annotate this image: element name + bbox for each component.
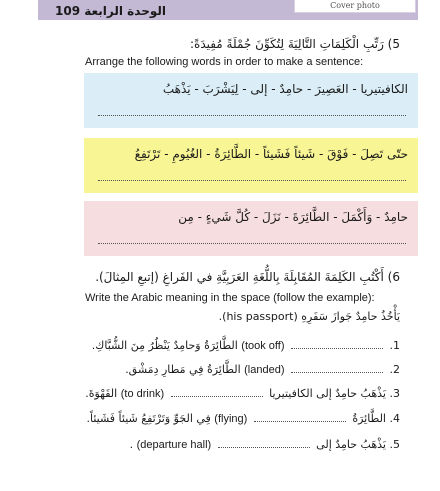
answer-blank[interactable] — [254, 413, 346, 422]
item-text-before: يَذْهَبُ حامِدٌ إلى — [316, 438, 386, 451]
english-hint: (landed) — [244, 364, 285, 376]
item-number: 3. — [389, 387, 400, 400]
item-text-after: . — [129, 438, 134, 451]
q5-instructions-english: Arrange the following words in order to make a sentence: — [85, 56, 364, 68]
answer-blank[interactable] — [171, 388, 263, 397]
item-text-before: يَذْهَبُ حامِدٌ إلى الكافيتيريا — [269, 387, 386, 400]
answer-blank[interactable] — [291, 340, 383, 349]
sentence-box-3 — [84, 201, 418, 256]
english-hint: (flying) — [214, 413, 248, 425]
item-number: 4. — [389, 412, 400, 425]
answer-blank[interactable] — [218, 439, 310, 448]
item-number: 2. — [389, 363, 400, 376]
english-hint: (took off) — [241, 340, 285, 352]
english-hint: (to drink) — [120, 388, 165, 400]
q5-title-arabic: 5) رَتِّبِ الْكَلِمَاتِ التَّالِيَةَ لِتُكَوِّنَ جُمْلَةً مُفِيدَةً: — [189, 37, 400, 51]
item-text-after: الطَّائِرَةُ وَحامِدٌ يَنْظُرُ مِنَ الشُّبَّاكِ. — [91, 339, 238, 352]
item-text-before: الطَّائِرَةُ فِي مَطارِ دِمَشْق. — [125, 363, 241, 376]
q6-item-4 — [87, 412, 401, 425]
unit-page-label: الوحدة الرابعة 109 — [55, 4, 166, 18]
q6-item-2 — [125, 363, 400, 376]
answer-line-2[interactable] — [98, 180, 406, 181]
scrambled-words-3: حامِدٌ - وَأَكْمَلَ - الطَّائِرَةَ - نَزَلَ - كُلَّ شَيءٍ - مِن — [178, 210, 408, 224]
q6-example: يَأْخُذُ حامِدٌ جَوازَ سَفَرِهِ (his passport). — [218, 310, 400, 323]
item-text-after: القَهْوَةَ. — [85, 387, 118, 400]
item-number: 5. — [389, 438, 400, 451]
q6-item-1 — [92, 339, 400, 352]
answer-line-1[interactable] — [98, 115, 406, 116]
item-text-after: فِي الجَوِّ وَتَرْتَفِعُ شَيئاً فَشَيئاً. — [86, 412, 211, 425]
scrambled-words-1: الكافيتيريا - العَصِيرَ - حامِدٌ - إلى - لِيَشْرَبَ - يَذْهَبُ — [162, 82, 408, 96]
answer-line-3[interactable] — [98, 243, 406, 244]
english-hint: (departure hall) — [136, 439, 212, 451]
sentence-box-2 — [84, 138, 418, 193]
item-number: 1. — [389, 339, 400, 352]
q6-item-3 — [85, 387, 400, 400]
cover-photo-note: Cover photo — [294, 0, 416, 13]
q6-instructions-english: Write the Arabic meaning in the space (follow the example): — [85, 292, 375, 304]
sentence-box-1 — [84, 73, 418, 128]
item-text-before: الطَّائِرَةُ — [352, 412, 386, 425]
q6-item-5 — [130, 438, 400, 451]
scrambled-words-2: حتّى تَصِلَ - فَوْقَ - شَيئاً فَشَيئاً - الطَّائِرَةُ - الغُيُومِ - تَرْتَفِعُ — [134, 147, 408, 161]
q6-title-arabic: 6) أَكْتُبِ الكَلِمَةَ المُقَابِلَةَ بِاللُّغَةِ العَرَبِيَّةِ في الفَراغِ (إتبعِ المِثالَ). — [95, 270, 400, 284]
answer-blank[interactable] — [291, 364, 383, 373]
